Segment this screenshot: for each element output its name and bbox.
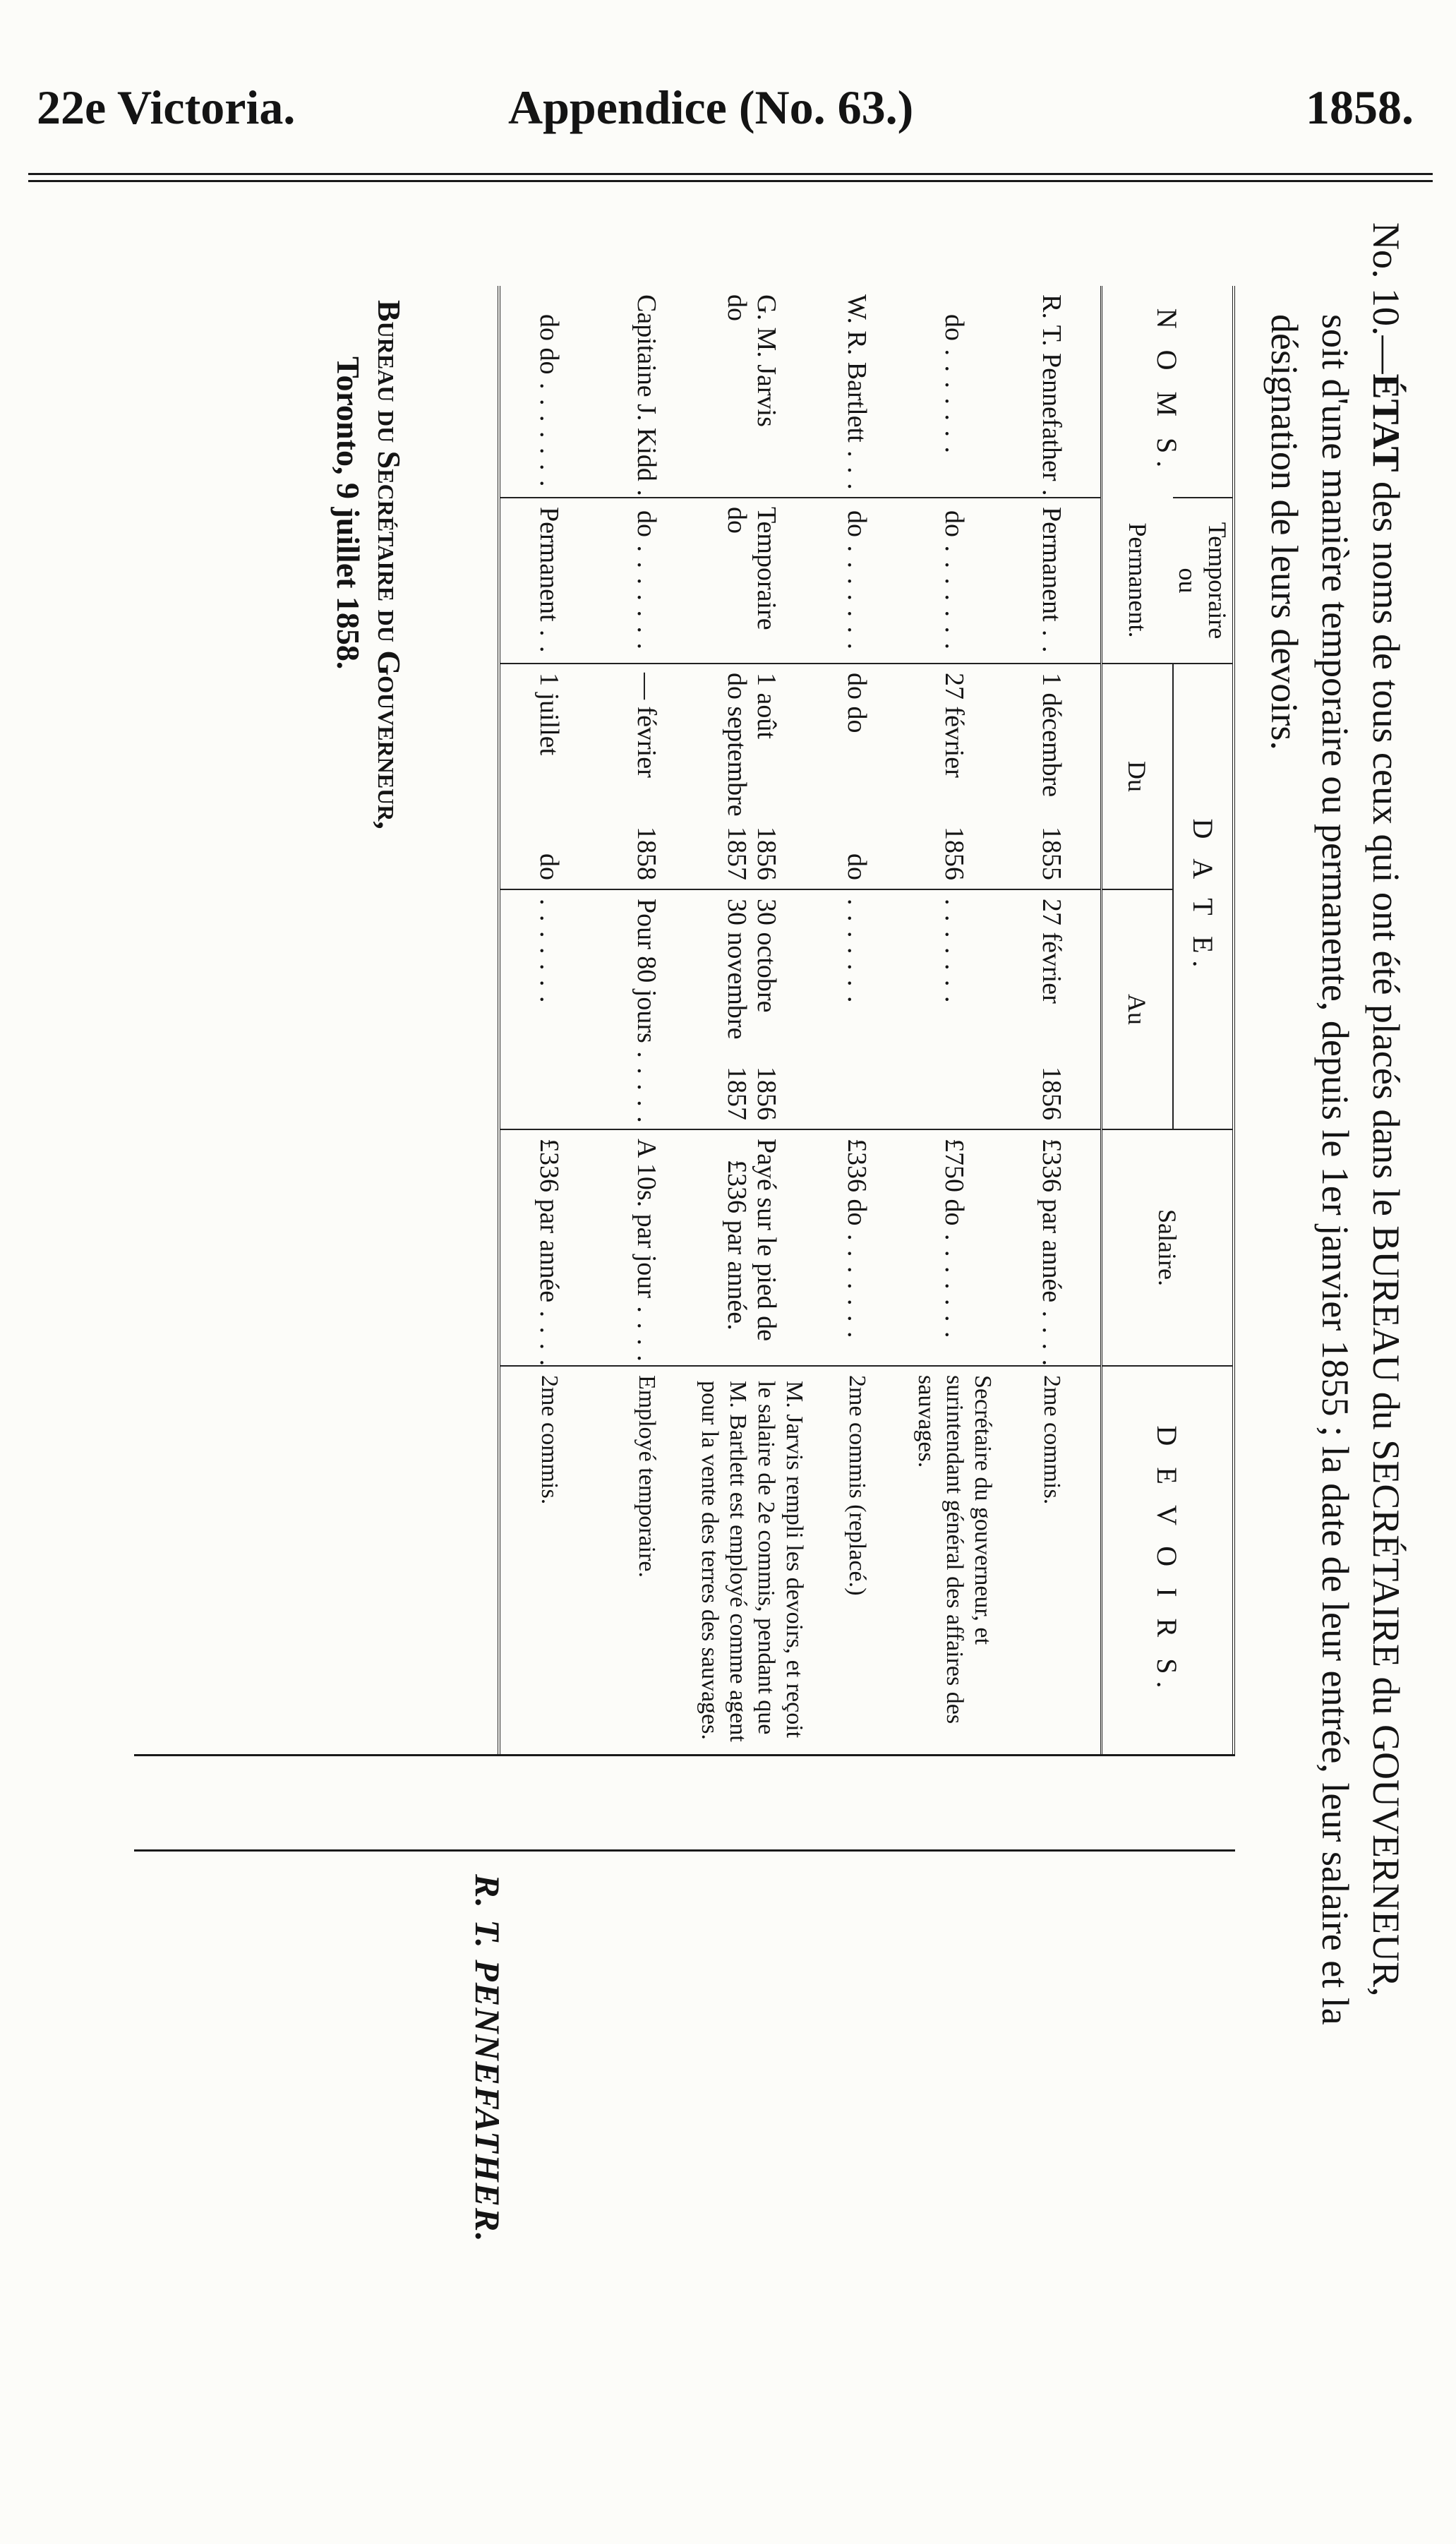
table-row	[499, 286, 598, 1754]
cell-statut: Permanent . . .	[1003, 498, 1102, 664]
table-row	[906, 286, 1003, 1754]
cell-statut: Temporaire do	[695, 498, 808, 664]
col-header-temporaire: Temporaire ou	[1173, 498, 1234, 664]
title-line-1-text: des noms de tous ceux qui ont été placés dans le BUREAU du SECRÉTAIRE du GOUVERNEUR,	[1365, 472, 1407, 1997]
cell-nom: G. M. Jarvis do	[722, 294, 781, 427]
title-keyword: ÉTAT	[1365, 373, 1407, 472]
col-header-devoirs: D E V O I R S.	[1102, 1366, 1234, 1754]
header-session: 22e Victoria.	[37, 80, 296, 134]
cell-du: — février 1858	[598, 664, 695, 889]
cell-au	[906, 889, 1003, 1129]
cell-statut: do . . .	[808, 498, 906, 664]
cell-salaire: A 10s. par jour . . .	[598, 1129, 695, 1366]
header-year: 1858.	[1306, 80, 1414, 134]
title-line-3: désignation de leurs devoirs.	[1263, 314, 1306, 750]
staff-table	[498, 286, 1235, 1754]
cell-devoirs: 2me commis.	[1003, 1366, 1102, 1754]
title-line-2: soit d'une manière temporaire ou permanente, depuis le 1er janvier 1855 ; la date de leur entrée, leur salaire et la	[1314, 314, 1356, 2025]
cell-salaire: £336 par année . . .	[1003, 1129, 1102, 1366]
cell-devoirs: Secrétaire du gouverneur, et surintendant général des affaires des sauvages.	[906, 1366, 1003, 1754]
cell-au: Pour 80 jours . . .	[598, 889, 695, 1129]
table-row	[598, 286, 695, 1754]
cell-au: 30 octobre 1856 30 novembre 1857	[695, 889, 808, 1129]
cell-salaire: Payé sur le pied de £336 par année.	[695, 1129, 808, 1366]
place-city-date: Toronto, 9 juillet 1858.	[330, 356, 366, 670]
cell-du: 1 décembre 1855	[1003, 664, 1102, 889]
cell-salaire: £336 par année . . .	[499, 1129, 598, 1366]
title-line-1: No. 10.—ÉTAT des noms de tous ceux qui ont été placés dans le BUREAU du SECRÉTAIRE du GOUVERNEUR,	[1365, 222, 1407, 1997]
table-right-rule	[134, 1754, 1235, 1756]
cell-du: 1 juillet do	[499, 664, 598, 889]
cell-nom: do . . .	[906, 286, 1003, 498]
statement-title	[1259, 222, 1412, 2481]
col-header-noms: N O M S.	[1102, 286, 1234, 498]
cell-au	[499, 889, 598, 1129]
col-header-salaire: Salaire.	[1102, 1129, 1234, 1366]
cell-devoirs: 2me commis.	[499, 1366, 598, 1754]
header-appendix: Appendice (No. 63.)	[508, 80, 914, 134]
cell-devoirs: 2me commis (replacé.)	[808, 1366, 906, 1754]
cell-nom: W. R. Bartlett . . .	[808, 286, 906, 498]
header-rule-bottom	[28, 180, 1433, 182]
cell-statut: do . . .	[906, 498, 1003, 664]
cell-nom: R. T. Pennefather . . .	[1003, 286, 1102, 498]
col-header-du: Du	[1102, 664, 1174, 889]
cell-salaire: £336 do . . .	[808, 1129, 906, 1366]
table-row	[1003, 286, 1102, 1754]
place-date	[327, 300, 409, 829]
cell-salaire: £750 do . . .	[906, 1129, 1003, 1366]
cell-statut: do . . .	[598, 498, 695, 664]
cell-au: 27 février 1856	[1003, 889, 1102, 1129]
cell-nom: do do . . .	[499, 286, 598, 498]
cell-devoirs: Employé temporaire.	[598, 1366, 695, 1754]
title-number: No. 10.	[1365, 222, 1407, 336]
col-header-date: D A T E.	[1173, 664, 1234, 1129]
table-row	[695, 286, 808, 1754]
table-row	[808, 286, 906, 1754]
signature-column-rule	[134, 1849, 1235, 1852]
cell-nom: Capitaine J. Kidd . . .	[598, 286, 695, 498]
signature: R. T. PENNEFATHER.	[468, 1874, 507, 2243]
place-office: Bureau du Secrétaire du Gouverneur,	[371, 300, 407, 829]
cell-du: do do do	[808, 664, 906, 889]
cell-statut: Permanent . . .	[499, 498, 598, 664]
header-rule-top	[28, 173, 1433, 175]
page-header	[0, 0, 1456, 191]
cell-au	[808, 889, 906, 1129]
cell-du: 1 août 1856 do septembre 1857	[695, 664, 808, 889]
rotated-statement	[28, 194, 1433, 2509]
col-header-permanent: Permanent.	[1102, 498, 1174, 664]
col-header-au: Au	[1102, 889, 1174, 1129]
cell-du: 27 février 1856	[906, 664, 1003, 889]
cell-devoirs: M. Jarvis rempli les devoirs, et reçoit le salaire de 2e commis, pendant que M. Bartlett est employé comme agent pour la vente des terres des sauvages.	[695, 1366, 808, 1754]
